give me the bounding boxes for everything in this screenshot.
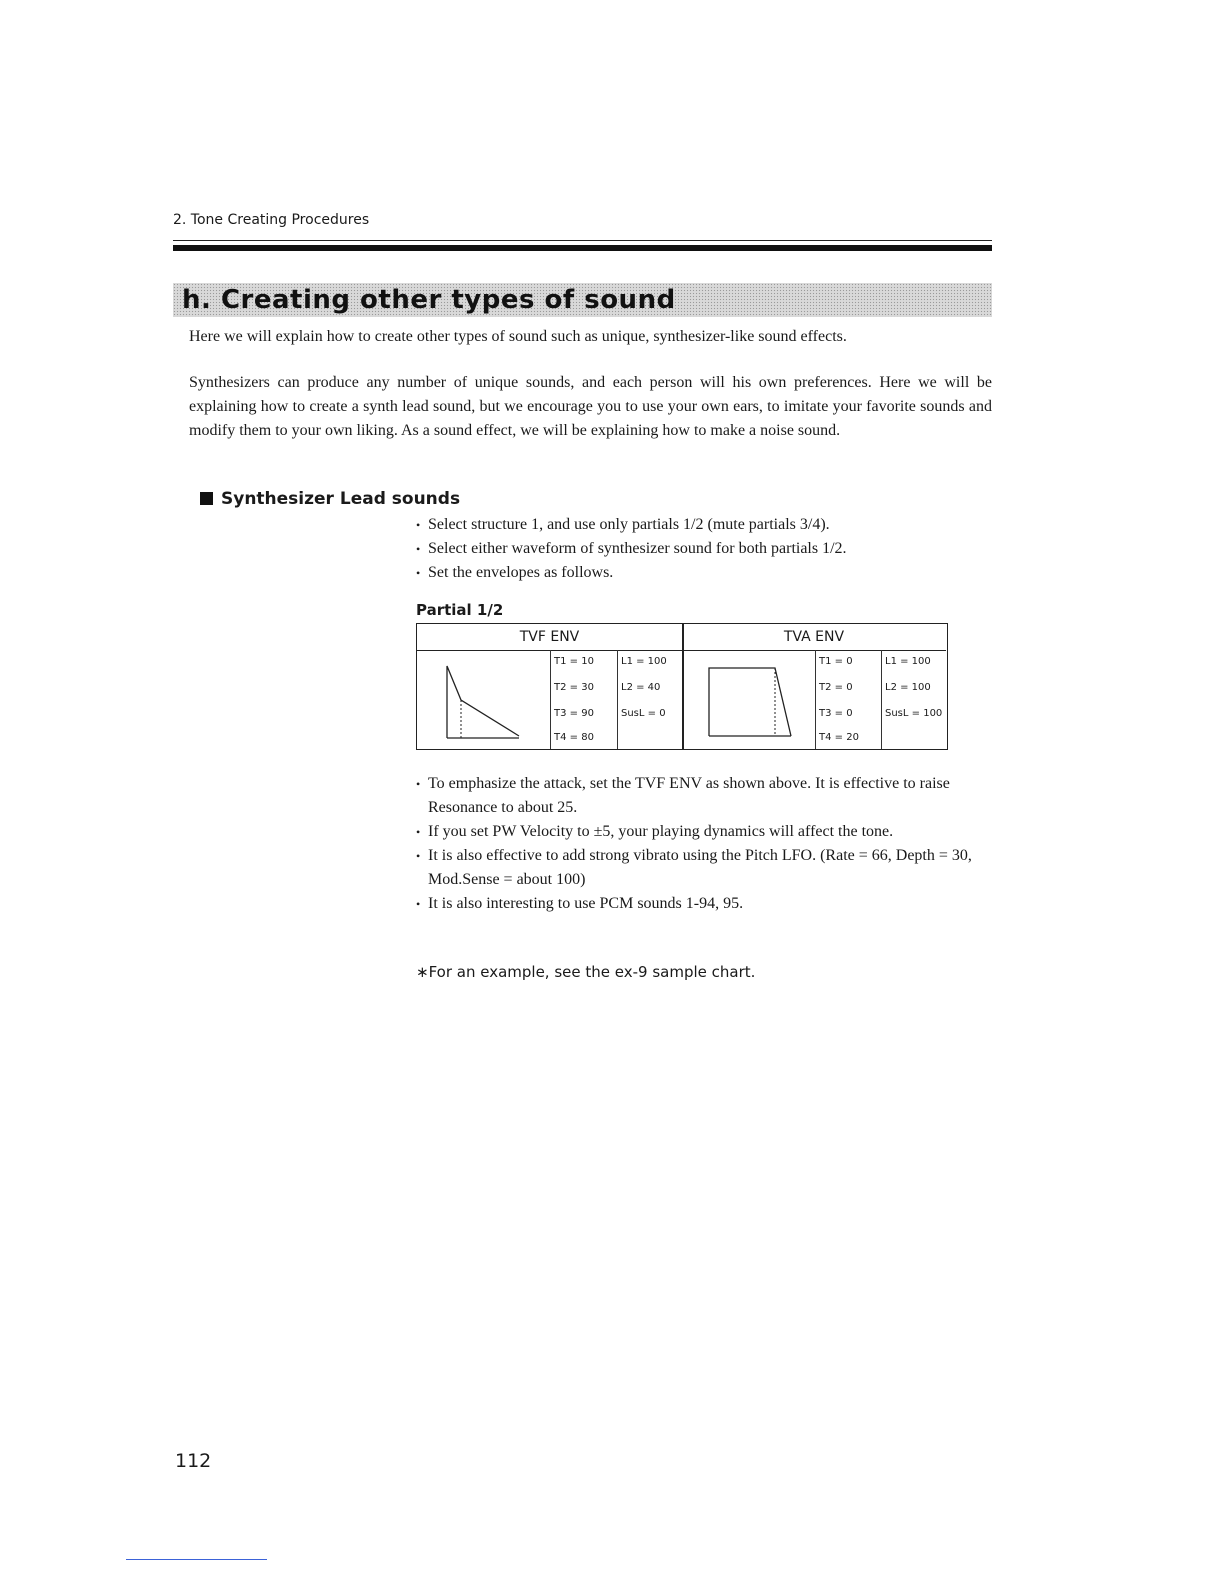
list-item: • To emphasize the attack, set the TVF ENV as shown above. It is effective to raise Resonance to about 25. <box>416 772 996 820</box>
subsection-title: Synthesizer Lead sounds <box>221 489 461 509</box>
tva-t1: T1 = 0 <box>819 656 853 667</box>
tvf-l1: L1 = 100 <box>621 656 667 667</box>
list-item: • Select structure 1, and use only partials 1/2 (mute partials 3/4). <box>416 513 996 537</box>
tva-t4: T4 = 20 <box>819 732 859 743</box>
page-number: 112 <box>175 1450 212 1472</box>
bottom-link-underline[interactable] <box>126 1559 267 1560</box>
tva-susl: SusL = 100 <box>885 708 943 719</box>
header-rule-thin <box>173 240 992 241</box>
tva-l1: L1 = 100 <box>885 656 931 667</box>
table-divider <box>617 650 618 749</box>
list-item: • It is also effective to add strong vibrato using the Pitch LFO. (Rate = 66, Depth = 30, Mod.Sense = about 100) <box>416 844 996 892</box>
partial-label: Partial 1/2 <box>416 601 504 619</box>
setup-bullet-list <box>416 513 996 585</box>
table-divider <box>815 650 816 749</box>
list-item: • It is also interesting to use PCM sounds 1-94, 95. <box>416 892 996 916</box>
table-divider <box>550 650 551 749</box>
tvf-t4: T4 = 80 <box>554 732 594 743</box>
list-item: • Set the envelopes as follows. <box>416 561 996 585</box>
tvf-t3: T3 = 90 <box>554 708 594 719</box>
intro-paragraph-1: Here we will explain how to create other types of sound such as unique, synthesizer-like sound effects. <box>189 328 847 345</box>
tva-t2: T2 = 0 <box>819 682 853 693</box>
list-item: • Select either waveform of synthesizer sound for both partials 1/2. <box>416 537 996 561</box>
table-divider <box>682 624 684 749</box>
subsection-heading <box>200 489 460 509</box>
tvf-t1: T1 = 10 <box>554 656 594 667</box>
footnote: ∗For an example, see the ex-9 sample chart. <box>416 963 756 981</box>
envelope-table <box>416 623 948 750</box>
tvf-envelope-graph-icon <box>437 660 527 742</box>
square-bullet-icon <box>200 492 213 505</box>
header-rule-thick <box>173 245 992 251</box>
section-title: h. Creating other types of sound <box>182 285 676 315</box>
tvf-env-header: TVF ENV <box>417 624 682 651</box>
tva-env-header: TVA ENV <box>682 624 946 651</box>
running-header: 2. Tone Creating Procedures <box>173 212 370 228</box>
tvf-l2: L2 = 40 <box>621 682 661 693</box>
tva-l2: L2 = 100 <box>885 682 931 693</box>
table-divider <box>881 650 882 749</box>
tvf-t2: T2 = 30 <box>554 682 594 693</box>
intro-paragraph-2: Synthesizers can produce any number of unique sounds, and each person will his own preferences. Here we will be explaining how to create a synth lead sound, but we encourage you to use your own ears, to imitate your favorite sounds and modify them to your own liking. As a sound effect, we will be explaining how to make a noise sound. <box>189 374 992 439</box>
tva-envelope-graph-icon <box>703 664 803 740</box>
notes-bullet-list <box>416 772 996 916</box>
list-item: • If you set PW Velocity to ±5, your playing dynamics will affect the tone. <box>416 820 996 844</box>
tvf-susl: SusL = 0 <box>621 708 666 719</box>
tva-t3: T3 = 0 <box>819 708 853 719</box>
